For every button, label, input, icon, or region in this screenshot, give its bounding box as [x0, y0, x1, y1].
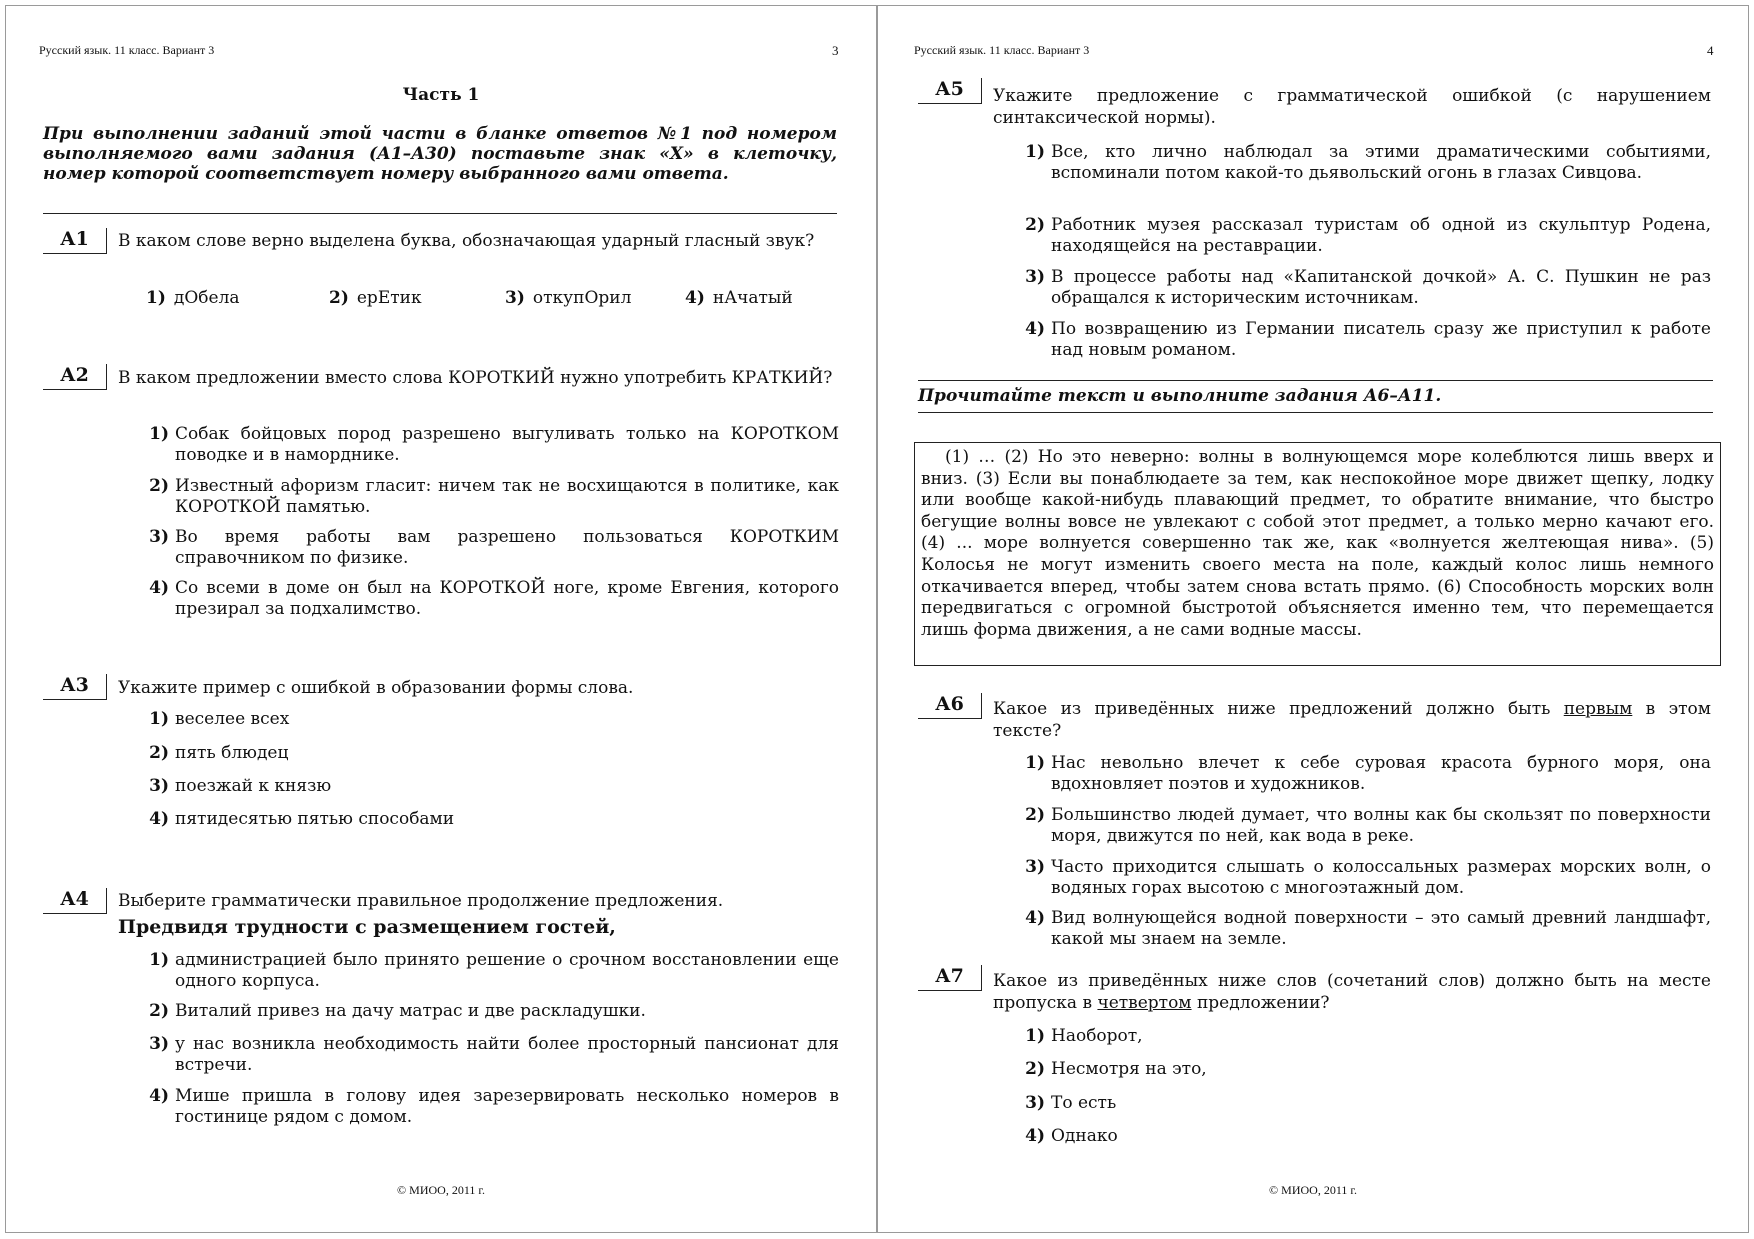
- reading-instruction: Прочитайте текст и выполните задания А6–А11.: [918, 386, 1442, 406]
- task-label-a7: А7: [918, 965, 982, 991]
- option-a3-2[interactable]: 2) пять блюдец: [149, 743, 289, 763]
- divider: [918, 412, 1713, 413]
- option-a1-2[interactable]: 2) ерЕтик: [329, 288, 422, 308]
- left-page: [5, 5, 877, 1233]
- option-a4-3[interactable]: 3) у нас возникла необходимость найти более просторный пансионат для встречи.: [149, 1034, 839, 1075]
- sentence-lead-a4: Предвидя трудности с размещением гостей,: [118, 916, 616, 938]
- option-a5-1[interactable]: 1) Все, кто лично наблюдал за этими драматическими событиями, вспоминали потом какой-то дьявольский огонь в глазах Сивцова.: [1025, 142, 1711, 183]
- question-a5: Укажите предложение с грамматической ошибкой (с нарушением синтаксической нормы).: [993, 86, 1711, 128]
- option-a6-3[interactable]: 3) Часто приходится слышать о колоссальных размерах морских волн, о водяных горах высотою с многоэтажный дом.: [1025, 857, 1711, 898]
- task-label-a5: А5: [918, 78, 982, 104]
- question-a7: Какое из приведённых ниже слов (сочетаний слов) должно быть на месте пропуска в четвертом предложении?: [993, 971, 1711, 1013]
- page-number: 4: [1707, 43, 1714, 58]
- divider: [918, 380, 1713, 381]
- question-a2: В каком предложении вместо слова КОРОТКИЙ нужно употребить КРАТКИЙ?: [118, 368, 833, 388]
- task-label-a6: А6: [918, 693, 982, 719]
- part-instruction: При выполнении заданий этой части в бланке ответов №1 под номером выполняемого вами задания (А1–А30) поставьте знак «X» в клеточку, номер которой соответствует номеру выбранного вами ответа.: [43, 124, 837, 184]
- footer: © МИОО, 2011 г.: [397, 1183, 485, 1197]
- option-a7-3[interactable]: 3) То есть: [1025, 1093, 1117, 1113]
- option-a5-2[interactable]: 2) Работник музея рассказал туристам об одной из скульптур Родена, находящейся на реставрации.: [1025, 215, 1711, 256]
- right-page: [877, 5, 1749, 1233]
- option-a3-3[interactable]: 3) поезжай к князю: [149, 776, 332, 796]
- option-a7-1[interactable]: 1) Наоборот,: [1025, 1026, 1143, 1046]
- option-a4-2[interactable]: 2) Виталий привез на дачу матрас и две раскладушки.: [149, 1001, 646, 1021]
- option-a6-1[interactable]: 1) Нас невольно влечет к себе суровая красота бурного моря, она вдохновляет поэтов и художников.: [1025, 753, 1711, 794]
- option-a5-4[interactable]: 4) По возвращению из Германии писатель сразу же приступил к работе над новым романом.: [1025, 319, 1711, 360]
- option-a2-4[interactable]: 4) Со всеми в доме он был на КОРОТКОЙ ноге, кроме Евгения, которого презирал за подхалимство.: [149, 578, 839, 619]
- option-a2-1[interactable]: 1) Собак бойцовых пород разрешено выгуливать только на КОРОТКОМ поводке и в наморднике.: [149, 424, 839, 465]
- question-a4: Выберите грамматически правильное продолжение предложения.: [118, 891, 724, 911]
- task-label-a4: А4: [43, 888, 107, 914]
- option-a3-4[interactable]: 4) пятидесятью пятью способами: [149, 809, 455, 829]
- option-a7-4[interactable]: 4) Однако: [1025, 1126, 1118, 1146]
- option-a5-3[interactable]: 3) В процессе работы над «Капитанской дочкой» А. С. Пушкин не раз обращался к историческим источникам.: [1025, 267, 1711, 308]
- option-a7-2[interactable]: 2) Несмотря на это,: [1025, 1059, 1207, 1079]
- option-a2-2[interactable]: 2) Известный афоризм гласит: ничем так не восхищаются в политике, как КОРОТКОЙ памятью.: [149, 476, 839, 517]
- option-a1-1[interactable]: 1) дОбела: [146, 288, 240, 308]
- option-a1-4[interactable]: 4) нАчатый: [685, 288, 793, 308]
- task-label-a1: А1: [43, 228, 107, 254]
- question-a3: Укажите пример с ошибкой в образовании формы слова.: [118, 678, 634, 698]
- option-a3-1[interactable]: 1) веселее всех: [149, 709, 290, 729]
- option-a6-4[interactable]: 4) Вид волнующейся водной поверхности – это самый древний ландшафт, какой мы знаем на земле.: [1025, 908, 1711, 949]
- option-a1-3[interactable]: 3) откупОрил: [505, 288, 632, 308]
- divider: [43, 213, 837, 214]
- page-number: 3: [832, 43, 839, 58]
- running-header: Русский язык. 11 класс. Вариант 3: [39, 43, 215, 57]
- option-a4-4[interactable]: 4) Мише пришла в голову идея зарезервировать несколько номеров в гостинице рядом с домом.: [149, 1086, 839, 1127]
- footer: © МИОО, 2011 г.: [1269, 1183, 1357, 1197]
- option-a6-2[interactable]: 2) Большинство людей думает, что волны как бы скользят по поверхности моря, движутся по ней, как вода в реке.: [1025, 805, 1711, 846]
- option-a4-1[interactable]: 1) администрацией было принято решение о срочном восстановлении еще одного корпуса.: [149, 950, 839, 991]
- task-label-a2: А2: [43, 364, 107, 390]
- running-header: Русский язык. 11 класс. Вариант 3: [914, 43, 1090, 57]
- task-label-a3: А3: [43, 674, 107, 700]
- option-a2-3[interactable]: 3) Во время работы вам разрешено пользоваться КОРОТКИМ справочником по физике.: [149, 527, 839, 568]
- question-a6: Какое из приведённых ниже предложений должно быть первым в этом тексте?: [993, 699, 1711, 741]
- part-title: Часть 1: [402, 85, 480, 105]
- reading-passage: (1) … (2) Но это неверно: волны в волнующемся море колеблются лишь вверх и вниз. (3) Если вы понаблюдаете за тем, как неспокойное море движет щепку, лодку или вообще какой-нибудь плавающий предмет, то обратите внимание, что быстро бегущие волны вовсе не увлекают с собой этот предмет, а только мерно качают его. (4) ... море волнуется совершенно так же, как «волнуется желтеющая нива». (5) Колосья не могут изменить своего места на поле, каждый колос лишь немного откачивается вперед, чтобы затем снова встать прямо. (6) Способность морских волн передвигаться с огромной быстротой объясняется именно тем, что перемещается лишь форма движения, а не сами водные массы.: [914, 442, 1721, 666]
- question-a1: В каком слове верно выделена буква, обозначающая ударный гласный звук?: [118, 231, 815, 251]
